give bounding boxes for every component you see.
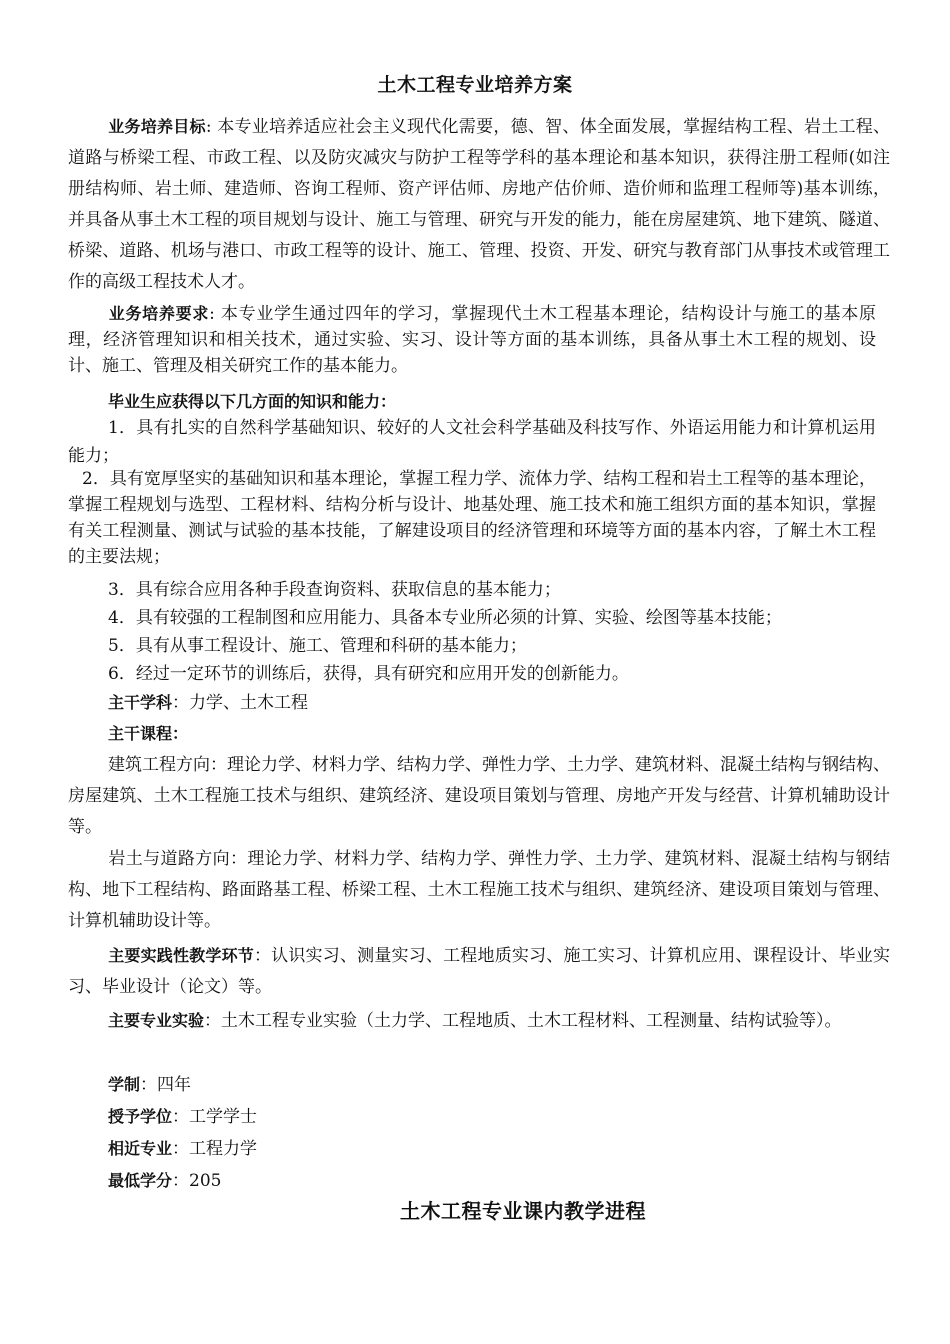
req-label: 业务培养要求 [108, 304, 210, 323]
courses-direction-geotech-road: 岩土与道路方向：理论力学、材料力学、结构力学、弹性力学、土力学、建筑材料、混凝土结构与钢结构、地下工程结构、路面路基工程、桥梁工程、土木工程施工技术与组织、建筑经济、建设项目策划与管理、计算机辅助设计等。 [68, 849, 890, 931]
major-experiments: 主要专业实验：土木工程专业实验（土力学、工程地质、土木工程材料、工程测量、结构试验等）。 [108, 1011, 842, 1031]
goal-label: 业务培养目标 [108, 117, 206, 136]
practice-teaching: 主要实践性教学环节：认识实习、测量实习、工程地质实习、施工实习、计算机应用、课程设计、毕业实习、毕业设计（论文）等。 [68, 946, 890, 997]
degree-awarded: 授予学位：工学学士 [108, 1107, 258, 1127]
main-discipline: 主干学科：力学、土木工程 [108, 693, 309, 713]
ability-item-3: 3．具有综合应用各种手段查询资料、获取信息的基本能力； [108, 580, 561, 600]
page-title: 土木工程专业培养方案 [377, 74, 573, 96]
ability-item-6: 6．经过一定环节的训练后，获得，具有研究和应用开发的创新能力。 [108, 664, 629, 684]
ability-item-1: 1．具有扎实的自然科学基础知识、较好的人文社会科学基础及科技写作、外语运用能力和计算机运用能力； [68, 418, 876, 466]
program-duration: 学制：四年 [108, 1075, 192, 1095]
ability-item-5: 5．具有从事工程设计、施工、管理和科研的基本能力； [108, 636, 527, 656]
section-title-teaching-schedule: 土木工程专业课内教学进程 [400, 1199, 646, 1223]
abilities-heading: 毕业生应获得以下几方面的知识和能力： [108, 392, 397, 411]
main-courses-heading: 主干课程： [108, 724, 189, 743]
courses-direction-building: 建筑工程方向：理论力学、材料力学、结构力学、弹性力学、土力学、建筑材料、混凝土结构与钢结构、房屋建筑、土木工程施工技术与组织、建筑经济、建设项目策划与管理、房地产开发与经营、计算机辅助设计等。 [68, 755, 890, 837]
ability-item-2: 2．具有宽厚坚实的基础知识和基本理论，掌握工程力学、流体力学、结构工程和岩土工程等的基本理论，掌握工程规划与选型、工程材料、结构分析与设计、地基处理、施工技术和施工组织方面的基本知识，掌握有关工程测量、测试与试验的基本技能，了解建设项目的经济管理和环境等方面的基本内容，了解土木工程的主要法规； [68, 469, 876, 567]
training-goal-paragraph [68, 111, 890, 298]
training-requirement-paragraph [68, 301, 876, 379]
minimum-credits: 最低学分：205 [108, 1171, 222, 1191]
related-majors: 相近专业：工程力学 [108, 1139, 258, 1159]
goal-text: : 本专业培养适应社会主义现代化需要，德、智、体全面发展，掌握结构工程、岩土工程、道路与桥梁工程、市政工程、以及防灾减灾与防护工程等学科的基本理论和基本知识，获得注册工程师(如注册结构师、岩土师、建造师、咨询工程师、资产评估师、房地产估价师、造价师和监理工程师等)基本训练，并具备从事土木工程的项目规划与设计、施工与管理、研究与开发的能力，能在房屋建筑、地下建筑、隧道、桥梁、道路、机场与港口、市政工程等的设计、施工、管理、投资、开发、研究与教育部门从事技术或管理工作的高级工程技术人才。 [68, 117, 890, 292]
ability-item-4: 4．具有较强的工程制图和应用能力、具备本专业所必须的计算、实验、绘图等基本技能； [108, 608, 782, 628]
req-text: : 本专业学生通过四年的学习，掌握现代土木工程基本理论，结构设计与施工的基本原理，经济管理知识和相关技术，通过实验、实习、设计等方面的基本训练，具备从事土木工程的规划、设计、施工、管理及相关研究工作的基本能力。 [68, 304, 876, 376]
